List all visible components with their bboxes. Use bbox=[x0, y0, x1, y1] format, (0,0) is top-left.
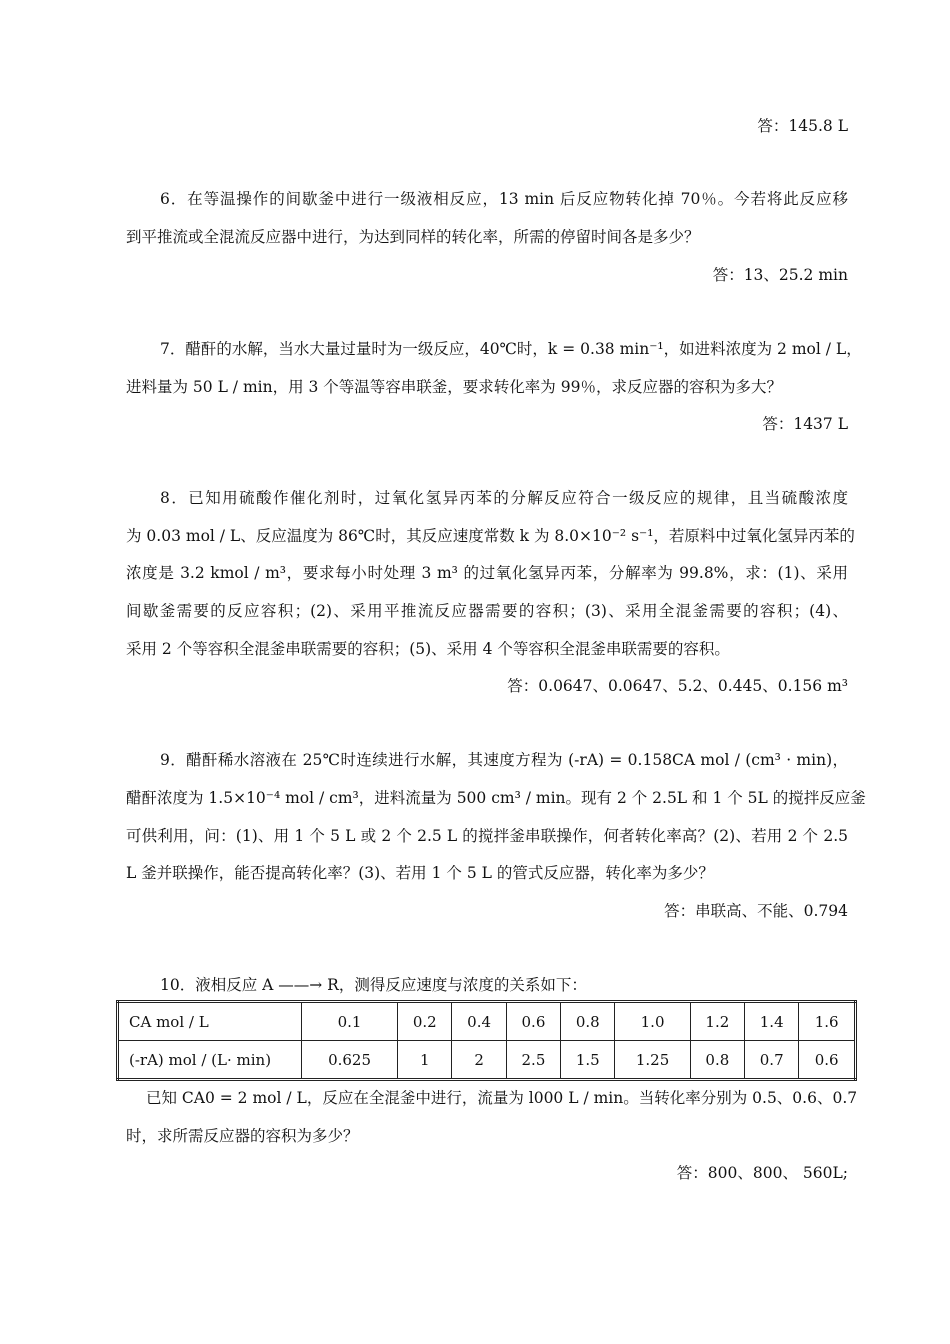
q6-line1: 6．在等温操作的间歇釜中进行一级液相反应，13 min 后反应物转化掉 70％。今若将此反应移 bbox=[160, 190, 848, 208]
table-row bbox=[118, 1002, 856, 1041]
q10-after-line1: 已知 CA0 = 2 mol / L，反应在全混釜中进行，流量为 l000 L / min。当转化率分别为 0.5、0.6、0.7 bbox=[146, 1089, 858, 1107]
table-cell: 0.625 bbox=[302, 1041, 398, 1080]
q7-line1: 7．醋酐的水解，当水大量过量时为一级反应，40℃时，k = 0.38 min⁻¹，如进料浓度为 2 mol / L， bbox=[160, 340, 862, 358]
table-cell: 1.0 bbox=[615, 1002, 690, 1041]
table-cell: 0.1 bbox=[302, 1002, 398, 1041]
q8-line3: 浓度是 3.2 kmol / m³，要求每小时处理 3 m³ 的过氧化氢异丙苯，分解率为 99.8%，求：(1)、采用 bbox=[126, 564, 848, 582]
q9-line2: 醋酐浓度为 1.5×10⁻⁴ mol / cm³，进料流量为 500 cm³ / min。现有 2 个 2.5L 和 1 个 5L 的搅拌反应釜 bbox=[126, 789, 866, 807]
q8-line1: 8．已知用硫酸作催化剂时，过氧化氢异丙苯的分解反应符合一级反应的规律，且当硫酸浓度 bbox=[160, 489, 848, 507]
table-cell: 0.6 bbox=[799, 1041, 856, 1080]
q7-line2: 进料量为 50 L / min，用 3 个等温等容串联釜，要求转化率为 99％，求反应器的容积为多大？ bbox=[126, 378, 782, 396]
table-cell: 1.4 bbox=[745, 1002, 799, 1041]
table-cell: 0.6 bbox=[506, 1002, 560, 1041]
answer-6: 答：13、25.2 min bbox=[712, 266, 848, 284]
table-cell: 1.5 bbox=[561, 1041, 615, 1080]
table-cell: 1.2 bbox=[690, 1002, 744, 1041]
q8-line4: 间歇釜需要的反应容积；(2)、采用平推流反应器需要的容积；(3)、采用全混釜需要的容积；(4)、 bbox=[126, 602, 848, 620]
q9-line1: 9．醋酐稀水溶液在 25℃时连续进行水解，其速度方程为 (-rA) = 0.158CA mol / (cm³ · min)， bbox=[160, 751, 848, 769]
table-row bbox=[118, 1041, 856, 1080]
q8-line5: 采用 2 个等容积全混釜串联需要的容积；(5)、采用 4 个等容积全混釜串联需要的容积。 bbox=[126, 640, 730, 658]
rate-concentration-table bbox=[116, 1000, 857, 1081]
q9-line3: 可供利用，问：(1)、用 1 个 5 L 或 2 个 2.5 L 的搅拌釜串联操作，何者转化率高？(2)、若用 2 个 2.5 bbox=[126, 827, 848, 845]
table-cell: 1.6 bbox=[799, 1002, 856, 1041]
q9-line4: L 釜并联操作，能否提高转化率？(3)、若用 1 个 5 L 的管式反应器，转化率为多少？ bbox=[126, 864, 714, 882]
table-cell: 2.5 bbox=[506, 1041, 560, 1080]
table-cell: 1 bbox=[398, 1041, 452, 1080]
table-cell: 2 bbox=[452, 1041, 506, 1080]
answer-10: 答：800、800、 560L; bbox=[676, 1164, 848, 1182]
row-label-concentration: CA mol / L bbox=[118, 1002, 302, 1041]
answer-5: 答：145.8 L bbox=[757, 117, 848, 135]
answer-8: 答：0.0647、0.0647、5.2、0.445、0.156 m³ bbox=[507, 677, 848, 695]
q10-after-line2: 时，求所需反应器的容积为多少？ bbox=[126, 1127, 359, 1145]
q8-line2: 为 0.03 mol / L、反应温度为 86℃时，其反应速度常数 k 为 8.0×10⁻² s⁻¹，若原料中过氧化氢异丙苯的 bbox=[126, 527, 855, 545]
table-cell: 0.8 bbox=[561, 1002, 615, 1041]
answer-7: 答：1437 L bbox=[762, 415, 848, 433]
answer-9: 答：串联高、不能、0.794 bbox=[664, 902, 848, 920]
table-cell: 0.4 bbox=[452, 1002, 506, 1041]
table-cell: 0.8 bbox=[690, 1041, 744, 1080]
table-cell: 1.25 bbox=[615, 1041, 690, 1080]
q6-line2: 到平推流或全混流反应器中进行，为达到同样的转化率，所需的停留时间各是多少？ bbox=[126, 228, 700, 246]
row-label-rate: (-rA) mol / (L· min) bbox=[118, 1041, 302, 1080]
table-cell: 0.7 bbox=[745, 1041, 799, 1080]
table-cell: 0.2 bbox=[398, 1002, 452, 1041]
q10-intro: 10．液相反应 A ——→ R，测得反应速度与浓度的关系如下： bbox=[160, 976, 587, 994]
